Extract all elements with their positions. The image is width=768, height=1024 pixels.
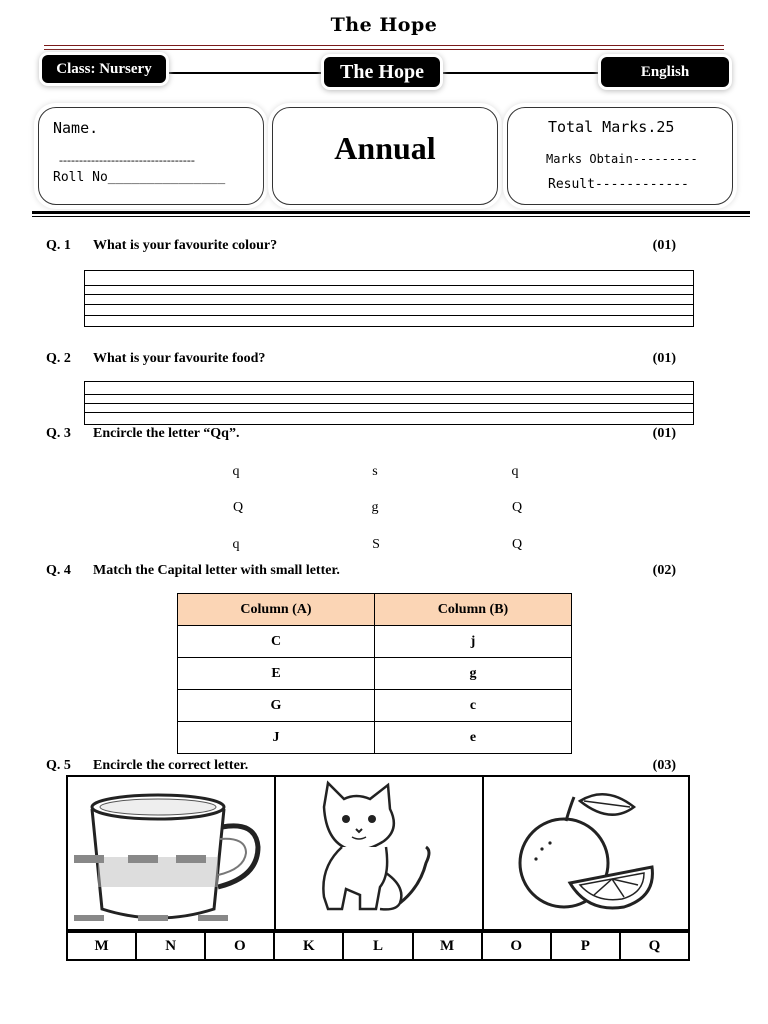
capital-letter[interactable]: G xyxy=(178,690,375,722)
small-letter[interactable]: g xyxy=(375,658,572,690)
letter-option[interactable]: Q xyxy=(648,938,661,954)
question-text: Encircle the letter “Qq”. xyxy=(93,426,240,441)
exam-title-box xyxy=(272,107,498,205)
letter-option[interactable]: M xyxy=(414,933,483,959)
small-letter[interactable]: j xyxy=(375,626,572,658)
name-line: ---------------------------------- xyxy=(59,153,195,167)
letter-option[interactable]: Q xyxy=(511,537,523,552)
letter-option[interactable]: L xyxy=(344,933,413,959)
column-a-header: Column (A) xyxy=(178,594,375,626)
letter-option[interactable]: O xyxy=(206,933,275,959)
class-label: Class: Nursery xyxy=(42,55,166,83)
cup-icon xyxy=(68,777,274,929)
orange-icon xyxy=(484,777,690,929)
question-marks: (02) xyxy=(652,563,676,578)
question-marks: (01) xyxy=(652,238,676,253)
marks-obtain: Marks Obtain--------- xyxy=(546,152,698,166)
student-info-box xyxy=(38,107,264,205)
capital-letter[interactable]: E xyxy=(178,658,375,690)
school-title: The Hope xyxy=(330,14,438,36)
total-marks: Total Marks.25 xyxy=(548,118,675,136)
cat-icon xyxy=(276,777,482,929)
letter-option[interactable]: P xyxy=(552,933,621,959)
column-b-header: Column (B) xyxy=(375,594,572,626)
question-number: Q. 4 xyxy=(46,563,71,578)
question-text: What is your favourite colour? xyxy=(93,238,278,253)
letter-option[interactable]: q xyxy=(232,537,240,552)
letter-option[interactable]: Q xyxy=(511,500,523,515)
question-text: Match the Capital letter with small letter. xyxy=(93,563,340,578)
cat-picture xyxy=(276,777,484,929)
picture-row xyxy=(66,775,690,931)
question-number: Q. 5 xyxy=(46,758,71,773)
header-rule-bottom xyxy=(44,49,724,50)
letter-option[interactable]: s xyxy=(372,464,378,479)
question-number: Q. 3 xyxy=(46,426,71,441)
answer-lines-q1[interactable] xyxy=(84,270,694,327)
header-rule-top xyxy=(44,45,724,46)
header-connector-right xyxy=(440,72,602,74)
question-marks: (01) xyxy=(652,426,676,441)
match-table xyxy=(177,593,572,754)
letter-option[interactable]: M xyxy=(68,933,137,959)
letter-option[interactable]: K xyxy=(275,933,344,959)
small-letter[interactable]: c xyxy=(375,690,572,722)
header-connector-left xyxy=(166,72,326,74)
answer-lines-q2[interactable] xyxy=(84,381,694,425)
exam-title: Annual xyxy=(334,130,436,166)
letter-option[interactable]: g xyxy=(371,500,379,515)
letter-option[interactable]: q xyxy=(232,464,240,479)
orange-picture xyxy=(484,777,690,929)
letter-option[interactable]: Q xyxy=(232,500,244,515)
letter-option[interactable]: S xyxy=(372,537,380,552)
capital-letter[interactable]: C xyxy=(178,626,375,658)
table-header-row xyxy=(178,594,572,626)
option-row xyxy=(66,931,690,961)
question-number: Q. 1 xyxy=(46,238,71,253)
capital-letter[interactable]: J xyxy=(178,722,375,754)
letter-option[interactable]: q xyxy=(511,464,519,479)
question-number: Q. 2 xyxy=(46,351,71,366)
marks-info-box xyxy=(507,107,733,205)
question-marks: (01) xyxy=(652,351,676,366)
table-row xyxy=(178,722,572,754)
name-label: Name. xyxy=(53,119,99,137)
question-marks: (03) xyxy=(652,758,676,773)
divider-thick xyxy=(32,211,750,214)
center-school-label: The Hope xyxy=(324,57,440,87)
letter-option[interactable]: O xyxy=(483,933,552,959)
table-row xyxy=(178,658,572,690)
cup-picture xyxy=(68,777,276,929)
divider-thin xyxy=(32,216,750,217)
result-label: Result------------ xyxy=(548,177,689,192)
table-row xyxy=(178,690,572,722)
question-text: What is your favourite food? xyxy=(93,351,266,366)
table-row xyxy=(178,626,572,658)
roll-no-label: Roll No_______________ xyxy=(53,170,226,185)
small-letter[interactable]: e xyxy=(375,722,572,754)
subject-label: English xyxy=(601,57,729,87)
letter-option[interactable]: N xyxy=(137,933,206,959)
question-text: Encircle the correct letter. xyxy=(93,758,249,773)
